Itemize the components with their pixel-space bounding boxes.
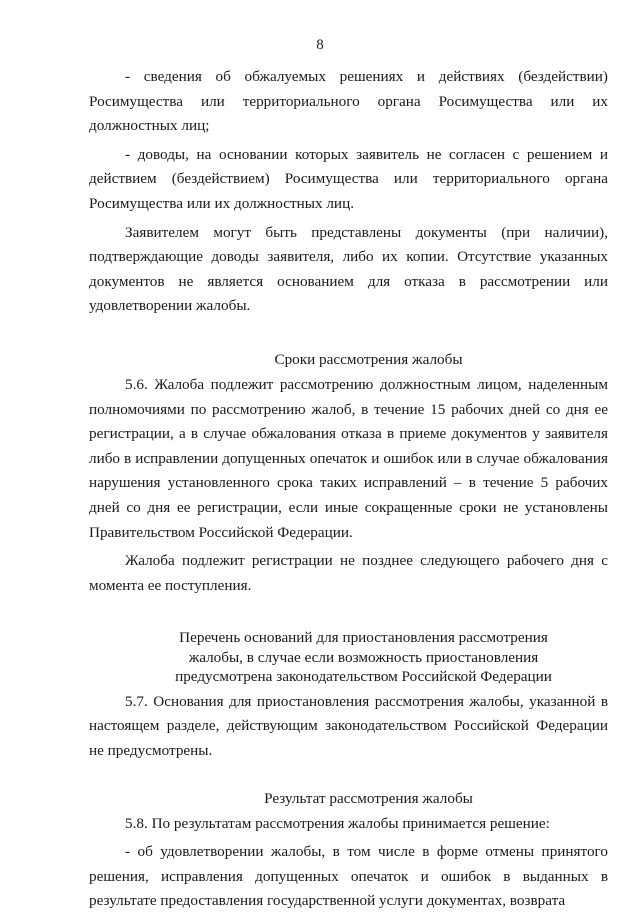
section-heading	[89, 628, 608, 687]
heading-line: Перечень оснований для приостановления рассмотрения	[179, 629, 548, 647]
paragraph: Заявителем могут быть представлены документы (при наличии), подтверждающие доводы заявителя, либо их копии. Отсутствие указанных документов не является основанием для отказа в рассмотрении или удовлетворении жалобы.	[89, 223, 608, 315]
paragraph: 5.6. Жалоба подлежит рассмотрению должностным лицом, наделенным полномочиями по рассмотрению жалоб, в течение 15 рабочих дней со дня ее регистрации, а в случае обжалования отказа в приеме документов у заявителя либо в исправлении допущенных опечаток и ошибок или в случае обжалования нарушения установленного срока таких исправлений – в течение 5 рабочих дней со дня ее регистрации, если иные сокращенные сроки не установлены Правительством Российской Федерации.	[89, 375, 608, 541]
section-heading: Сроки рассмотрения жалобы	[274, 350, 463, 368]
section-heading: Результат рассмотрения жалобы	[264, 789, 473, 807]
heading-line: жалобы, в случае если возможность приостановления	[188, 648, 539, 666]
paragraph: 5.8. По результатам рассмотрения жалобы принимается решение:	[125, 814, 550, 832]
paragraph: - сведения об обжалуемых решениях и действиях (бездействии) Росимущества или территориального органа Росимущества или их должностных лиц;	[89, 68, 608, 135]
document-body	[89, 65, 608, 914]
paragraph: - об удовлетворении жалобы, в том числе в форме отмены принятого решения, исправления допущенных опечаток и ошибок в выданных в результате предоставления государственной услуги документах, возврата	[89, 843, 608, 910]
paragraph: Жалоба подлежит регистрации не позднее следующего рабочего дня с момента ее поступления.	[89, 552, 608, 594]
paragraph: 5.7. Основания для приостановления рассмотрения жалобы, указанной в настоящем разделе, действующим законодательством Российской Федерации не предусмотрены.	[89, 692, 608, 759]
paragraph: - доводы, на основании которых заявитель не согласен с решением и действием (бездействием) Росимущества или территориального органа Росимущества или их должностных лиц.	[89, 145, 608, 212]
page-number: 8	[316, 37, 324, 53]
heading-line: предусмотрена законодательством Российской Федерации	[175, 668, 552, 686]
